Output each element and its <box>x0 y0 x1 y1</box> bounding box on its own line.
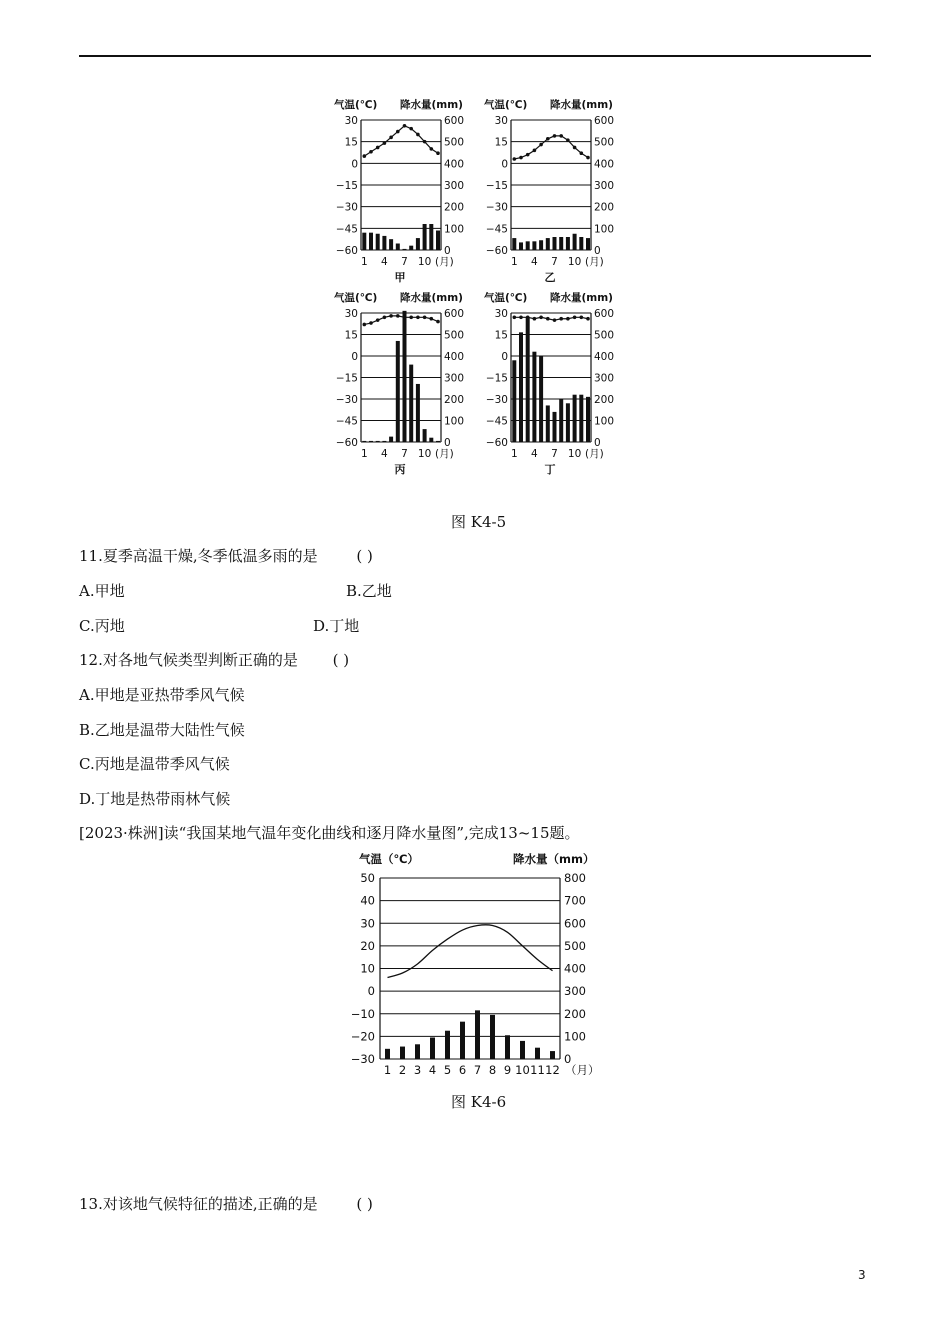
precip-bar <box>546 405 550 442</box>
temperature-point <box>539 143 543 147</box>
temperature-point <box>376 146 380 150</box>
month-unit-label: (月) <box>435 448 454 460</box>
temperature-line <box>364 316 438 325</box>
precip-bar <box>376 234 380 250</box>
temp-tick-label: −60 <box>335 437 358 449</box>
temp-tick-label: 10 <box>360 961 375 976</box>
temp-tick-label: 0 <box>501 351 508 363</box>
precip-bar <box>436 231 440 251</box>
month-tick-label: 7 <box>401 448 408 460</box>
temperature-point <box>383 141 387 145</box>
precip-bar <box>526 241 530 250</box>
precip-bar <box>573 395 577 442</box>
question-12 <box>79 650 349 670</box>
right-axis-title: 降水量(mm) <box>550 292 613 304</box>
figure-caption-k4-6: 图 K4-6 <box>451 1093 507 1111</box>
month-tick-label: 7 <box>551 256 558 268</box>
temperature-point <box>566 317 570 321</box>
temperature-point <box>553 318 557 322</box>
temperature-point <box>573 316 577 320</box>
right-axis-title: 降水量（mm） <box>513 852 595 866</box>
precip-tick-label: 300 <box>444 180 465 192</box>
temperature-point <box>436 320 440 324</box>
precip-bar <box>396 244 400 251</box>
temp-tick-label: 15 <box>344 136 358 149</box>
temp-tick-label: 50 <box>360 871 375 885</box>
temp-tick-label: −15 <box>485 372 508 385</box>
month-tick-label: 10 <box>417 448 432 460</box>
precip-bar <box>532 241 536 250</box>
climate-chart-yi <box>480 96 630 286</box>
question-11-stem: 11.夏季高温干燥,冬季低温多雨的是 <box>79 547 318 565</box>
month-tick-label: 7 <box>473 1063 482 1077</box>
temp-tick-label: 20 <box>360 938 375 953</box>
climate-chart-bing <box>330 289 480 481</box>
precip-bar <box>403 249 407 250</box>
month-tick-label: 4 <box>381 256 388 268</box>
month-tick-label: 10 <box>515 1063 530 1077</box>
precip-bar <box>490 1015 495 1059</box>
precip-tick-label: 600 <box>444 115 465 127</box>
precip-tick-label: 400 <box>594 351 615 363</box>
temp-tick-label: 0 <box>367 984 375 999</box>
precip-tick-label: 300 <box>444 372 465 385</box>
temperature-point <box>580 316 584 320</box>
option-a: A.甲地是亚热带季风气候 <box>79 686 245 704</box>
precip-bar <box>550 1051 555 1059</box>
question-12-stem: 12.对各地气候类型判断正确的是 <box>79 651 298 669</box>
precip-bar <box>519 242 523 250</box>
month-tick-label: 10 <box>567 256 582 268</box>
precip-tick-label: 500 <box>564 938 586 953</box>
temp-tick-label: −45 <box>335 415 358 428</box>
temperature-point <box>389 136 393 140</box>
temperature-curve <box>388 925 553 978</box>
precip-bar <box>519 332 523 442</box>
temperature-point <box>533 317 537 321</box>
temperature-point <box>403 124 407 128</box>
precip-bar <box>369 233 373 250</box>
precip-tick-label: 500 <box>594 329 615 342</box>
question-11 <box>79 546 373 566</box>
precip-bar <box>385 1049 390 1059</box>
precip-bar <box>505 1035 510 1059</box>
left-axis-title: 气温（℃） <box>359 852 419 866</box>
temperature-point <box>396 314 400 318</box>
temp-tick-label: −15 <box>335 372 358 385</box>
question-13 <box>79 1194 373 1214</box>
option-d: D.丁地是热带雨林气候 <box>79 790 231 808</box>
precip-bar <box>416 238 420 250</box>
temp-tick-label: −10 <box>350 1006 375 1021</box>
precip-bar <box>389 437 393 442</box>
temp-tick-label: −45 <box>485 415 508 428</box>
month-tick-label: 1 <box>360 256 368 268</box>
option-a: A.甲地 <box>79 582 125 600</box>
temperature-point <box>573 146 577 150</box>
temperature-point <box>396 130 400 134</box>
precip-bar <box>559 399 563 442</box>
temp-tick-label: 40 <box>360 893 375 908</box>
temperature-point <box>559 317 563 321</box>
precip-bar <box>579 395 583 442</box>
month-tick-label: 10 <box>567 448 582 460</box>
precip-bar <box>389 239 393 250</box>
temperature-point <box>513 157 517 161</box>
temperature-point <box>430 147 434 151</box>
precip-tick-label: 200 <box>444 394 465 406</box>
precip-tick-label: 0 <box>564 1052 572 1066</box>
temp-tick-label: 30 <box>344 308 358 320</box>
precip-tick-label: 600 <box>564 916 586 931</box>
precip-tick-label: 100 <box>564 1029 586 1044</box>
precip-tick-label: 200 <box>594 201 615 214</box>
right-axis-title: 降水量(mm) <box>400 292 463 304</box>
temperature-point <box>423 316 427 320</box>
month-tick-label: 1 <box>510 256 518 268</box>
temperature-point <box>526 153 530 157</box>
precip-bar <box>526 317 530 442</box>
chart-name-label: 乙 <box>544 271 556 284</box>
precip-tick-label: 500 <box>594 136 615 149</box>
temperature-point <box>416 133 420 137</box>
precip-bar <box>586 397 590 442</box>
temp-tick-label: 30 <box>494 308 508 320</box>
temp-tick-label: 30 <box>344 115 358 127</box>
precip-bar <box>369 441 373 442</box>
precip-tick-label: 100 <box>594 415 615 428</box>
month-tick-label: 4 <box>531 448 538 460</box>
temperature-point <box>546 137 550 141</box>
left-axis-title: 气温(℃) <box>484 292 528 304</box>
precip-bar <box>566 403 570 442</box>
temperature-point <box>559 134 563 138</box>
precip-bar <box>429 438 433 442</box>
precip-bar <box>460 1022 465 1059</box>
precip-bar <box>416 384 420 442</box>
temperature-point <box>580 151 584 155</box>
precip-bar <box>586 238 590 250</box>
precip-bar <box>409 365 413 442</box>
precip-tick-label: 0 <box>594 437 601 449</box>
temp-tick-label: −20 <box>350 1029 375 1044</box>
question-13-stem: 13.对该地气候特征的描述,正确的是 <box>79 1195 318 1213</box>
precip-bar <box>520 1041 525 1059</box>
month-unit-label: (月) <box>585 448 604 460</box>
left-axis-title: 气温(℃) <box>484 99 528 111</box>
temperature-point <box>553 134 557 138</box>
temperature-line <box>514 136 588 159</box>
precip-tick-label: 600 <box>594 115 615 127</box>
precip-tick-label: 300 <box>594 372 615 385</box>
precip-bar <box>512 238 516 250</box>
month-tick-label: 4 <box>381 448 388 460</box>
temp-tick-label: 0 <box>351 158 358 171</box>
header-rule <box>79 55 871 57</box>
temperature-point <box>533 149 537 153</box>
temperature-line <box>514 317 588 320</box>
precip-tick-label: 600 <box>594 308 615 320</box>
precip-tick-label: 400 <box>444 351 465 363</box>
precip-bar <box>559 237 563 250</box>
temperature-point <box>389 314 393 318</box>
temp-tick-label: −15 <box>335 180 358 192</box>
precip-bar <box>376 441 380 442</box>
month-tick-label: 4 <box>531 256 538 268</box>
option-d: D.丁地 <box>313 617 360 635</box>
temperature-point <box>369 150 373 154</box>
temperature-point <box>586 156 590 160</box>
precip-bar <box>546 238 550 250</box>
left-axis-title: 气温(℃) <box>334 292 378 304</box>
answer-blank: ( ) <box>356 1195 373 1213</box>
temperature-point <box>519 156 523 160</box>
precip-tick-label: 300 <box>594 180 615 192</box>
precip-bar <box>445 1031 450 1059</box>
left-axis-title: 气温(℃) <box>334 99 378 111</box>
month-tick-label: 1 <box>510 448 518 460</box>
right-axis-title: 降水量(mm) <box>550 99 613 111</box>
temp-tick-label: −45 <box>485 223 508 236</box>
right-axis-title: 降水量(mm) <box>400 99 463 111</box>
temperature-point <box>383 316 387 320</box>
answer-blank: ( ) <box>356 547 373 565</box>
precip-bar <box>532 352 536 442</box>
precip-tick-label: 100 <box>444 223 465 236</box>
precip-bar <box>512 360 516 442</box>
temp-tick-label: −30 <box>335 201 358 214</box>
temp-tick-label: 30 <box>494 115 508 127</box>
temperature-point <box>586 317 590 321</box>
precip-tick-label: 500 <box>444 136 465 149</box>
temp-tick-label: −30 <box>485 201 508 214</box>
precip-tick-label: 100 <box>444 415 465 428</box>
temp-tick-label: −60 <box>485 245 508 257</box>
climate-chart-k4-6 <box>340 850 610 1080</box>
temperature-point <box>436 151 440 155</box>
temperature-point <box>403 316 407 320</box>
precip-tick-label: 700 <box>564 893 586 908</box>
climate-chart-jia <box>330 96 480 286</box>
precip-tick-label: 500 <box>444 329 465 342</box>
precip-bar <box>475 1010 480 1059</box>
temperature-point <box>519 316 523 320</box>
precip-bar <box>539 356 543 442</box>
precip-tick-label: 200 <box>444 201 465 214</box>
precip-bar <box>539 240 543 250</box>
temperature-point <box>409 127 413 131</box>
answer-blank: ( ) <box>332 651 350 669</box>
precip-tick-label: 400 <box>444 158 465 171</box>
chart-name-label: 丁 <box>544 463 556 476</box>
temperature-point <box>409 316 413 320</box>
precip-bar <box>362 233 366 250</box>
precip-bar <box>400 1047 405 1059</box>
temp-tick-label: 0 <box>351 351 358 363</box>
temperature-point <box>416 316 420 320</box>
temperature-point <box>539 316 543 320</box>
temperature-point <box>369 321 373 325</box>
temp-tick-label: 30 <box>360 916 375 931</box>
option-b: B.乙地 <box>346 582 392 600</box>
temperature-point <box>363 323 367 327</box>
precip-bar <box>429 224 433 250</box>
precip-bar <box>362 441 366 442</box>
month-tick-label: 3 <box>413 1063 422 1077</box>
precip-bar <box>436 441 440 442</box>
temp-tick-label: −15 <box>485 180 508 192</box>
precip-bar <box>396 341 400 442</box>
precip-bar <box>553 412 557 442</box>
precip-bar <box>382 236 386 250</box>
month-tick-label: 8 <box>488 1063 497 1077</box>
precip-bar <box>403 311 407 442</box>
precip-tick-label: 0 <box>444 245 451 257</box>
month-tick-label: 11 <box>530 1063 545 1077</box>
temp-tick-label: 15 <box>494 136 508 149</box>
precip-tick-label: 200 <box>594 394 615 406</box>
temperature-point <box>423 140 427 144</box>
month-tick-label: 9 <box>503 1063 512 1077</box>
month-tick-label: 4 <box>428 1063 437 1077</box>
temperature-point <box>566 138 570 142</box>
month-unit-label: (月) <box>585 256 604 268</box>
temperature-point <box>513 316 517 320</box>
temperature-line <box>364 126 438 156</box>
climate-chart-ding <box>480 289 630 481</box>
month-tick-label: 2 <box>398 1063 407 1077</box>
option-c: C.丙地 <box>79 617 125 635</box>
month-tick-label: 1 <box>360 448 368 460</box>
temperature-point <box>546 317 550 321</box>
month-tick-label: 7 <box>551 448 558 460</box>
precip-tick-label: 0 <box>594 245 601 257</box>
temp-tick-label: −30 <box>350 1052 375 1066</box>
precip-bar <box>535 1048 540 1059</box>
option-c: C.丙地是温带季风气候 <box>79 755 230 773</box>
chart-name-label: 丙 <box>394 463 406 476</box>
precip-bar <box>430 1038 435 1059</box>
precip-bar <box>415 1044 420 1059</box>
precip-tick-label: 100 <box>594 223 615 236</box>
precip-bar <box>573 234 577 250</box>
precip-bar <box>566 237 570 250</box>
temp-tick-label: −60 <box>485 437 508 449</box>
precip-bar <box>553 237 557 250</box>
month-unit-label: (月) <box>435 256 454 268</box>
month-tick-label: 6 <box>458 1063 467 1077</box>
precip-tick-label: 400 <box>564 961 586 976</box>
precip-tick-label: 400 <box>594 158 615 171</box>
precip-bar <box>382 441 386 442</box>
temp-tick-label: 15 <box>344 329 358 342</box>
temperature-point <box>430 317 434 321</box>
month-tick-label: 1 <box>383 1063 392 1077</box>
precip-bar <box>423 429 427 442</box>
precip-bar <box>423 224 427 250</box>
temp-tick-label: −60 <box>335 245 358 257</box>
figure-caption-k4-5: 图 K4-5 <box>451 513 507 531</box>
chart-name-label: 甲 <box>394 271 406 284</box>
month-tick-label: 10 <box>417 256 432 268</box>
temp-tick-label: 15 <box>494 329 508 342</box>
temp-tick-label: 0 <box>501 158 508 171</box>
month-tick-label: 12 <box>545 1063 560 1077</box>
temperature-point <box>526 316 530 320</box>
precip-tick-label: 200 <box>564 1006 586 1021</box>
precip-bar <box>579 237 583 250</box>
source-intro: [2023·株洲]读“我国某地气温年变化曲线和逐月降水量图”,完成13~15题。 <box>79 824 580 842</box>
temp-tick-label: −30 <box>485 394 508 406</box>
month-tick-label: 7 <box>401 256 408 268</box>
temperature-point <box>363 154 367 158</box>
option-b: B.乙地是温带大陆性气候 <box>79 721 245 739</box>
temp-tick-label: −30 <box>335 394 358 406</box>
month-unit-label: （月） <box>565 1063 600 1077</box>
month-tick-label: 5 <box>443 1063 452 1077</box>
page-number: 3 <box>858 1268 866 1282</box>
precip-tick-label: 0 <box>444 437 451 449</box>
temperature-point <box>376 318 380 322</box>
temp-tick-label: −45 <box>335 223 358 236</box>
precip-tick-label: 800 <box>564 871 586 885</box>
precip-tick-label: 600 <box>444 308 465 320</box>
precip-bar <box>409 246 413 250</box>
precip-tick-label: 300 <box>564 984 586 999</box>
